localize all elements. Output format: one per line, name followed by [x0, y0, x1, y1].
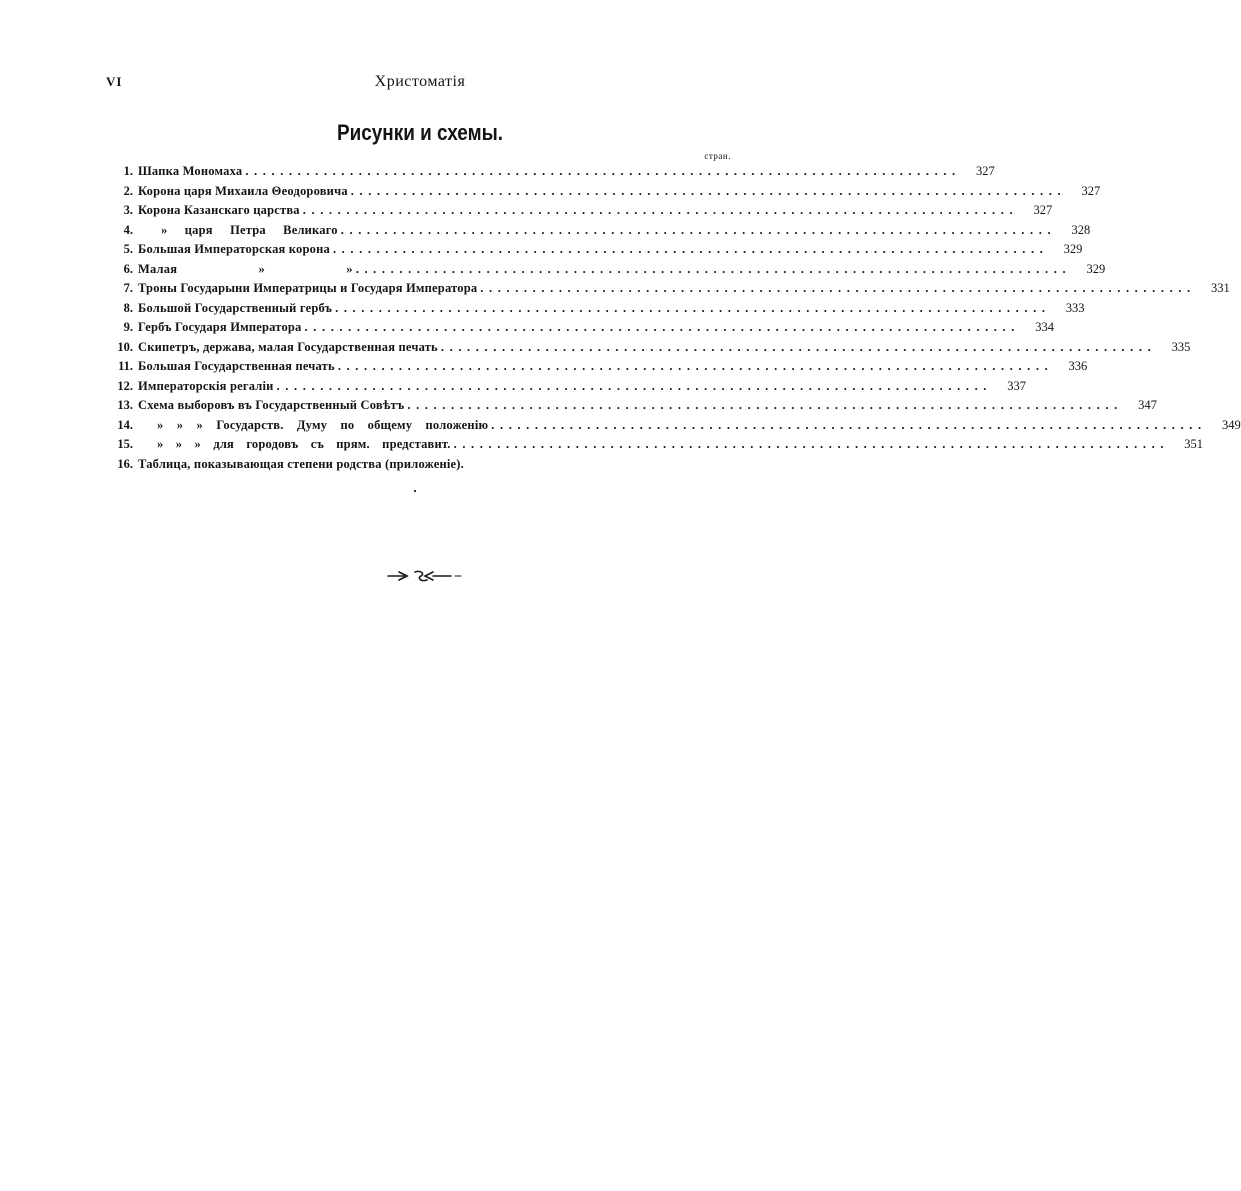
toc-entry-16 [104, 457, 734, 477]
entry-title: Большая Государственная печать [138, 359, 335, 373]
toc-entry-9 [104, 320, 1054, 340]
entry-number: 2. [123, 183, 133, 198]
entry-number: 1. [123, 164, 133, 178]
entry-page: 333 [1065, 300, 1085, 315]
entry-page: 329 [1063, 242, 1083, 256]
entry-number: 16. [117, 456, 133, 471]
entry-title: Малая » » [138, 261, 353, 276]
toc-entry-1 [104, 164, 995, 184]
dot-leader: .................................................................................. [304, 320, 1020, 334]
toc-entry-14 [104, 417, 1241, 438]
dot-leader: .................................................................................. [453, 437, 1170, 451]
dot-leader: .................................................................................. [355, 261, 1072, 276]
toc-entry-8 [104, 300, 1085, 321]
entry-page: 328 [1071, 222, 1091, 237]
dot-leader: .................................................................................. [440, 339, 1157, 354]
entry-page: 334 [1035, 320, 1054, 334]
dot-leader: .................................................................................. [350, 183, 1067, 198]
toc-entry-7 [104, 281, 1230, 301]
dot-leader: .................................................................................. [407, 398, 1123, 412]
entry-title: Корона Казанскаго царства [138, 203, 300, 217]
toc-entry-10 [104, 339, 1191, 360]
entry-title: Большая Императорская корона [138, 242, 330, 256]
entry-title: Корона царя Михаила Θеодоровича [138, 183, 348, 198]
entry-number: 14. [117, 417, 133, 432]
dot-leader: .................................................................................. [480, 281, 1196, 295]
entry-page: 336 [1068, 359, 1088, 373]
entry-title: Гербъ Государя Императора [138, 320, 302, 334]
entry-title: Таблица, показывающая степени родства (приложеніе). [138, 456, 464, 471]
pages-column-label: стран. [704, 151, 731, 161]
page-number: VI [106, 74, 123, 89]
toc-entry-6 [104, 261, 1106, 282]
entry-number: 8. [123, 300, 133, 315]
dot-leader: .................................................................................. [276, 378, 993, 393]
dot-leader: .................................................................................. [340, 222, 1057, 237]
dot-leader: .................................................................................. [337, 359, 1054, 373]
entry-number: 7. [123, 281, 133, 295]
entry-title: Схема выборовъ въ Государственный Совѣтъ [138, 398, 405, 412]
entry-number: 5. [123, 242, 133, 256]
entry-number: 9. [123, 320, 133, 334]
entry-title: » » » для городовъ съ прям. представит. [157, 437, 451, 451]
entry-page: 337 [1007, 378, 1027, 393]
entry-number: 12. [117, 378, 133, 393]
entry-page: 329 [1086, 261, 1106, 276]
entry-number: 10. [117, 339, 133, 354]
entry-number: 13. [117, 398, 133, 412]
toc-entry-15 [104, 437, 1204, 457]
entry-title: Скипетръ, держава, малая Государственная печать [138, 339, 438, 354]
dot-leader: .................................................................................. [332, 242, 1049, 256]
entry-title: Шапка Мономаха [138, 164, 243, 178]
entry-page: 347 [1138, 398, 1157, 412]
toc-entry-2 [104, 183, 1101, 204]
toc-entry-5 [104, 242, 1083, 262]
toc-entry-13 [104, 398, 1157, 418]
entry-number: 15. [117, 437, 133, 451]
entry-page: 327 [1081, 183, 1101, 198]
entry-title: Большой Государственный гербъ [138, 300, 333, 315]
entry-title: » царя Петра Великаго [161, 222, 338, 237]
toc-entry-11 [104, 359, 1088, 379]
entry-number: 11. [118, 359, 133, 373]
entry-page: 331 [1211, 281, 1230, 295]
entry-number: 6. [123, 261, 133, 276]
dot-leader: .................................................................................. [245, 164, 961, 178]
dot-leader: .................................................................................. [335, 300, 1051, 315]
entry-title: Троны Государыни Императрицы и Государя Императора [138, 281, 478, 295]
dot-leader: .................................................................................. [491, 417, 1207, 432]
dot-leader: .................................................................................. [302, 203, 1019, 217]
tailpiece-ornament-icon [385, 568, 475, 584]
entry-page: 327 [1033, 203, 1053, 217]
entry-number: 4. [123, 222, 133, 237]
entry-page: 335 [1171, 339, 1191, 354]
entry-title: Императорскія регаліи [138, 378, 274, 393]
print-speck [414, 490, 416, 492]
entry-page: 349 [1221, 417, 1241, 432]
toc-entry-4 [104, 222, 1091, 243]
entry-number: 3. [123, 203, 133, 217]
table-of-contents [104, 164, 1241, 476]
entry-title: » » » Государств. Думу по общему положенію [157, 417, 489, 432]
entry-page: 327 [976, 164, 995, 178]
toc-entry-3 [104, 203, 1053, 223]
entry-page: 351 [1184, 437, 1204, 451]
running-title: Христоматія [374, 73, 466, 90]
section-title: Рисунки и схемы. [337, 120, 503, 145]
toc-entry-12 [104, 378, 1027, 399]
